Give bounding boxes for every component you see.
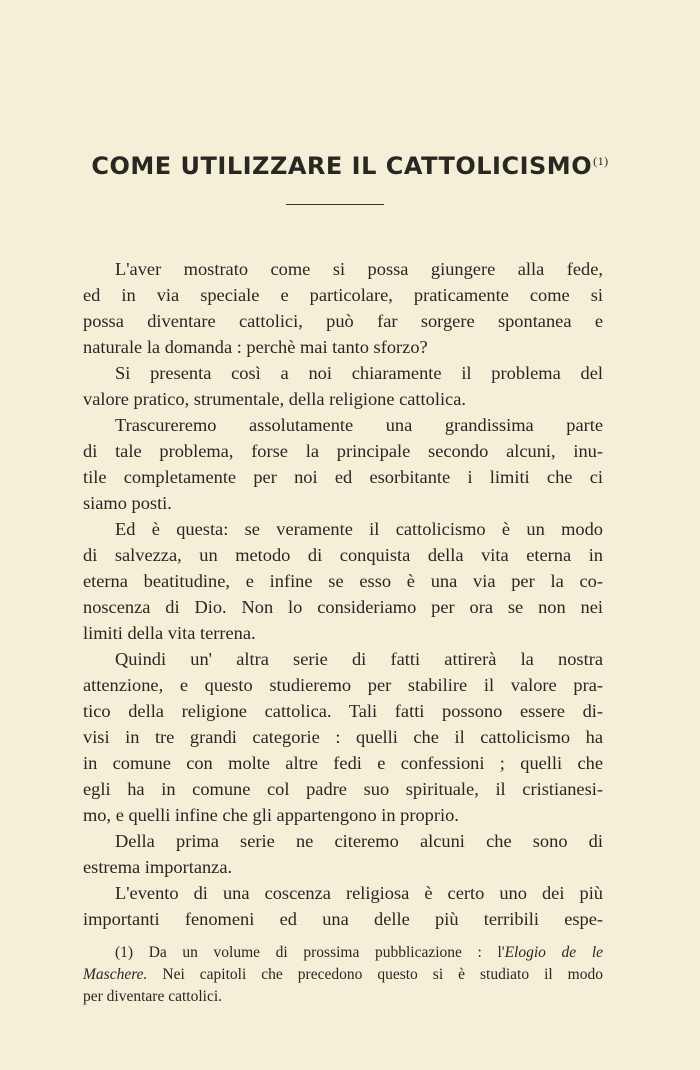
text-line: attenzione, e questo studieremo per stabilire il valore pra-: [83, 675, 603, 695]
text-line: Trascureremo assolutamente una grandissima parte: [115, 415, 603, 435]
footnote-line: [83, 964, 603, 986]
text-line: Ed è questa: se veramente il cattolicismo è un modo: [115, 519, 603, 539]
footnote-book-title: Maschere.: [83, 966, 148, 983]
text-line: mo, e quelli infine che gli appartengono in proprio.: [83, 805, 459, 825]
text-line: in comune con molte altre fedi e confessioni ; quelli che: [83, 753, 603, 773]
text-line: naturale la domanda : perchè mai tanto sforzo?: [83, 337, 428, 357]
chapter-title: [0, 152, 700, 180]
text-line: di salvezza, un metodo di conquista della vita eterna in: [83, 545, 603, 565]
text-line: estrema importanza.: [83, 857, 233, 877]
footnote: [83, 942, 603, 1008]
footnote-text: per diventare cattolici.: [83, 988, 223, 1005]
text-line: Si presenta così a noi chiaramente il problema del: [115, 363, 603, 383]
text-line: Quindi un' altra serie di fatti attirerà la nostra: [115, 649, 603, 669]
text-line: limiti della vita terrena.: [83, 623, 256, 643]
text-line: L'aver mostrato come si possa giungere alla fede,: [115, 259, 603, 279]
text-line: tile completamente per noi ed esorbitante i limiti che ci: [83, 467, 603, 487]
text-line: eterna beatitudine, e infine se esso è una via per la co-: [83, 571, 603, 591]
footnote-text: Da un volume di prossima pubblicazione : l': [148, 944, 505, 961]
text-line: Della prima serie ne citeremo alcuni che sono di: [115, 831, 603, 851]
text-line: di tale problema, forse la principale secondo alcuni, inu-: [83, 441, 603, 461]
text-line: noscenza di Dio. Non lo consideriamo per ora se non nei: [83, 597, 603, 617]
text-line: siamo posti.: [83, 493, 172, 513]
text-line: L'evento di una coscenza religiosa è certo uno dei più: [115, 883, 603, 903]
footnote-line: [83, 986, 603, 1008]
chapter-title-text: COME UTILIZZARE IL CATTOLICISMO: [91, 152, 593, 180]
text-line: importanti fenomeni ed una delle più terribili espe-: [83, 909, 603, 929]
text-line: egli ha in comune col padre suo spirituale, il cristianesi-: [83, 779, 603, 799]
title-underline: [286, 204, 384, 205]
footnote-book-title: Elogio de le: [504, 944, 604, 961]
text-line: possa diventare cattolici, può far sorgere spontanea e: [83, 311, 603, 331]
footnote-text: Nei capitoli che precedono questo si è studiato il modo: [147, 966, 603, 983]
text-line: visi in tre grandi categorie : quelli che il cattolicismo ha: [83, 727, 603, 747]
footnote-line: [83, 942, 603, 964]
text-line: tico della religione cattolica. Tali fatti possono essere di-: [83, 701, 603, 721]
footnote-marker: (1): [115, 944, 134, 961]
text-line: valore pratico, strumentale, della religione cattolica.: [83, 389, 466, 409]
footnote-reference: (1): [593, 154, 609, 168]
text-line: ed in via speciale e particolare, praticamente come si: [83, 285, 603, 305]
body-text: [83, 256, 603, 932]
